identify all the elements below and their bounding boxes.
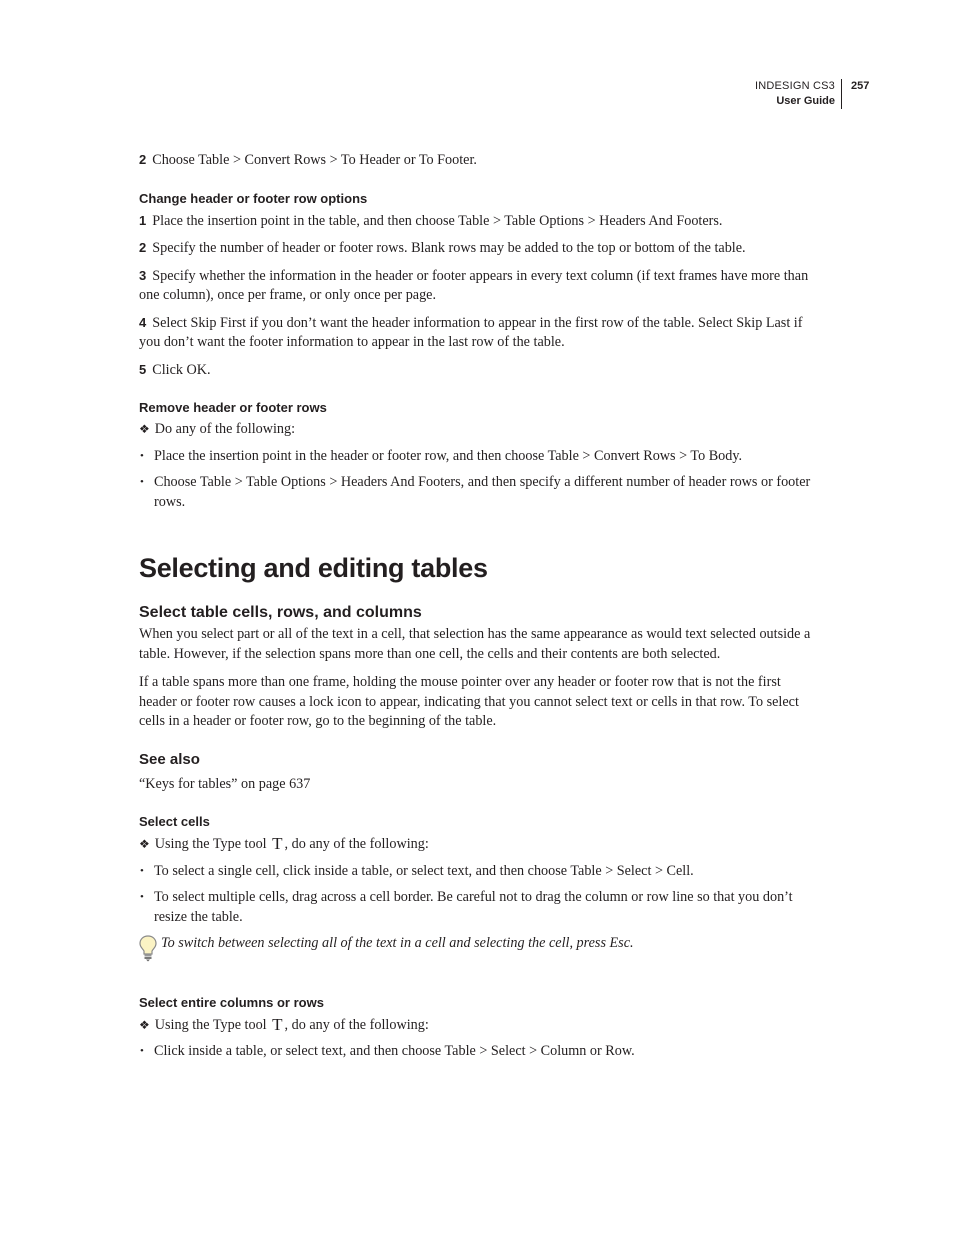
running-header — [755, 79, 842, 109]
page-content — [139, 150, 817, 1069]
heading-select-cells: Select cells — [139, 814, 210, 829]
step-number: 3 — [139, 267, 147, 283]
list-item: • To select a single cell, click inside a table, or select text, and then choose Table > Select > Cell. — [139, 862, 817, 882]
guide-name: User Guide — [776, 95, 835, 107]
step-number: 1 — [139, 212, 147, 228]
lead-text: Do any of the following: — [154, 421, 296, 437]
list-item: • Click inside a table, or select text, and then choose Table > Select > Column or Row. — [139, 1042, 817, 1062]
diamond-bullet-icon: ❖ — [139, 1017, 150, 1032]
list-item: • To select multiple cells, drag across a cell border. Be careful not to drag the column or row line so that you don’t resize the table. — [139, 888, 817, 927]
step-item — [139, 150, 817, 171]
step-item — [139, 266, 817, 306]
step-number: 4 — [139, 314, 147, 330]
lead-text: Using the Type tool — [154, 836, 267, 852]
step-number: 5 — [139, 361, 147, 377]
step-text: Click OK. — [152, 361, 211, 378]
bullet-list — [139, 862, 817, 928]
step-text: Select Skip First if you don’t want the header information to appear in the first row of the table. Select Skip Last if you don’t want the footer information to appear in the last row of the table. — [139, 314, 803, 350]
procedure-lead — [139, 834, 817, 855]
lead-text: , do any of the following: — [284, 836, 429, 852]
page-number: 257 — [851, 80, 870, 92]
list-item: • Place the insertion point in the header or footer row, and then choose Table > Convert Rows > To Body. — [139, 447, 817, 467]
step-item — [139, 313, 817, 353]
tip-note — [139, 934, 817, 954]
step-item — [139, 360, 817, 381]
heading-see-also: See also — [139, 750, 200, 768]
step-text: Specify the number of header or footer rows. Blank rows may be added to the top or bottom of the table. — [152, 240, 746, 256]
body-paragraph: When you select part or all of the text in a cell, that selection has the same appearance as would text selected outside a table. However, if the selection spans more than one cell, the cells and their contents are both selected. — [139, 626, 811, 662]
diamond-bullet-icon: ❖ — [139, 837, 150, 851]
section-title: Selecting and editing tables — [139, 553, 488, 583]
type-tool-icon: T — [272, 834, 283, 853]
tip-text: To switch between selecting all of the text in a cell and selecting the cell, press Esc. — [161, 935, 634, 951]
step-number: 2 — [139, 152, 147, 167]
diamond-bullet-icon: ❖ — [139, 422, 150, 436]
step-text: Place the insertion point in the table, and then choose Table > Table Options > Headers And Footers. — [152, 212, 723, 229]
step-item — [139, 238, 817, 259]
cross-reference-link[interactable]: “Keys for tables” on page 637 — [139, 775, 311, 792]
procedure-lead — [139, 1015, 817, 1036]
product-name: INDESIGN CS3 — [754, 80, 835, 92]
lead-text: , do any of the following: — [284, 1016, 429, 1033]
bullet-list — [139, 447, 817, 513]
lead-text: Using the Type tool — [154, 1016, 267, 1033]
procedure-lead — [139, 420, 817, 440]
step-item — [139, 211, 817, 232]
step-text: Choose Table > Convert Rows > To Header or To Footer. — [152, 152, 477, 168]
type-tool-icon: T — [272, 1014, 283, 1034]
step-number: 2 — [139, 240, 147, 255]
lightbulb-icon — [138, 934, 158, 969]
step-text: Specify whether the information in the header or footer appears in every text column (if text frames have more than one column), once per frame, or only once per page. — [139, 267, 809, 303]
heading-change-options: Change header or footer row options — [139, 190, 368, 206]
bullet-list — [139, 1042, 817, 1062]
heading-select-columns-rows: Select entire columns or rows — [139, 994, 324, 1010]
body-paragraph: If a table spans more than one frame, holding the mouse pointer over any header or footer row that is not the first header or footer row causes a lock icon to appear, indicating that you cannot select text or cells in that row. To select cells in a header or footer row, go to the beginning of the table. — [139, 674, 799, 729]
list-item: • Choose Table > Table Options > Headers And Footers, and then specify a different number of header rows or footer rows. — [139, 473, 817, 512]
heading-select-cells-rows-columns: Select table cells, rows, and columns — [139, 604, 422, 621]
heading-remove-rows: Remove header or footer rows — [139, 400, 327, 415]
